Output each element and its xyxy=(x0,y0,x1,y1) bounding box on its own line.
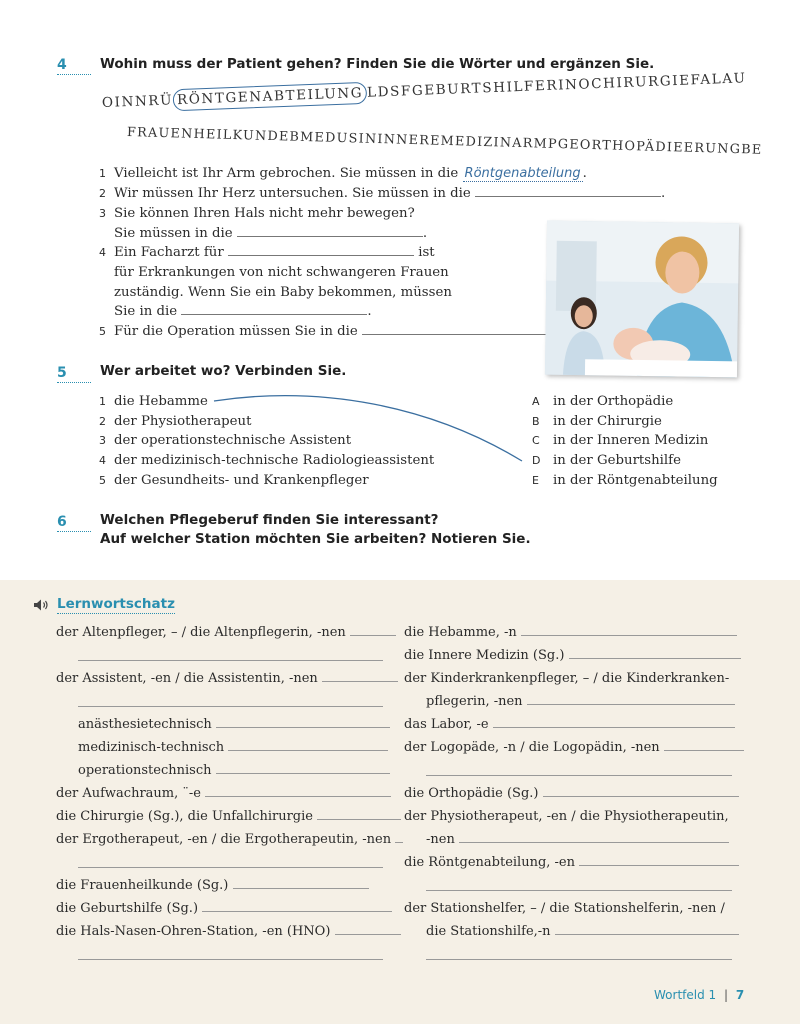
vocab-left-7 xyxy=(56,805,401,828)
vocabulary-title: Lernwortschatz xyxy=(57,596,175,612)
item-text: der Gesundheits- und Krankenpfleger xyxy=(114,473,369,488)
vocab-blank[interactable] xyxy=(322,671,398,682)
vocab-blank[interactable] xyxy=(216,717,390,728)
item-letter: A xyxy=(532,395,540,408)
vocab-term: der Aufwachraum, ¨-e xyxy=(56,786,201,801)
vocab-blank[interactable] xyxy=(317,809,401,820)
exercise-5-number: 5 xyxy=(57,365,91,383)
item-text: der operationstechnische Assistent xyxy=(114,433,352,448)
item-number: 5 xyxy=(99,474,106,487)
punct: . xyxy=(661,186,666,201)
item-text: in der Inneren Medizin xyxy=(553,433,709,448)
ex4-item-4-line2: für Erkrankungen von nicht schwangeren Frauen xyxy=(114,265,449,280)
item-letter: D xyxy=(532,454,541,467)
vocab-term: -nen xyxy=(426,832,455,847)
vocab-term: die Orthopädie (Sg.) xyxy=(404,786,539,801)
vocab-right-2 xyxy=(404,644,741,667)
puzzle-circled-word: RÖNTGENABTEILUNG xyxy=(173,82,368,111)
vocab-left-5 xyxy=(78,759,390,782)
vocab-term: die Röntgenabteilung, -en xyxy=(404,855,575,870)
item-number: 1 xyxy=(99,395,106,408)
vocab-blank[interactable] xyxy=(569,648,741,659)
item-number: 2 xyxy=(99,415,106,428)
item-text: in der Orthopädie xyxy=(553,394,674,409)
vocab-right-4 xyxy=(426,690,735,713)
vocab-blank[interactable] xyxy=(205,786,391,797)
item-text: Sie müssen in die xyxy=(114,226,233,241)
item-text: der medizinisch-technische Radiologieassistent xyxy=(114,453,435,468)
vocab-blank[interactable] xyxy=(426,889,732,891)
vocab-left-8 xyxy=(56,828,403,851)
vocab-left-2 xyxy=(56,667,398,690)
vocab-term: die Geburtshilfe (Sg.) xyxy=(56,901,199,916)
exercise-5-heading: Wer arbeitet wo? Verbinden Sie. xyxy=(100,363,347,379)
item-text: ist xyxy=(418,245,435,260)
vocab-blank[interactable] xyxy=(543,786,739,797)
vocab-right-1 xyxy=(404,621,737,644)
vocab-left-4 xyxy=(78,736,388,759)
vocab-term: operationstechnisch xyxy=(78,763,212,778)
vocab-blank[interactable] xyxy=(664,740,744,751)
vocab-right-10 xyxy=(404,851,739,874)
item-number: 3 xyxy=(99,434,106,447)
vocab-term: der Altenpfleger, – / die Altenpflegerin, -nen xyxy=(56,625,346,640)
vocab-term: die Frauenheilkunde (Sg.) xyxy=(56,878,229,893)
vocab-term: die Hals-Nasen-Ohren-Station, -en (HNO) xyxy=(56,924,331,939)
vocab-term: der Logopäde, -n / die Logopädin, -nen xyxy=(404,740,660,755)
vocab-term: das Labor, -e xyxy=(404,717,489,732)
vocab-blank[interactable] xyxy=(395,832,403,843)
vocab-right-12 xyxy=(426,920,739,943)
vocab-blank[interactable] xyxy=(78,866,383,868)
vocab-blank[interactable] xyxy=(493,717,735,728)
item-text: Ein Facharzt für xyxy=(114,245,224,260)
vocab-blank[interactable] xyxy=(555,924,739,935)
exercise-6-heading-1: Welchen Pflegeberuf finden Sie interessant? xyxy=(100,512,439,528)
punct: . xyxy=(582,166,587,181)
item-number: 4 xyxy=(99,246,106,259)
vocab-blank[interactable] xyxy=(527,694,735,705)
vocab-right-3: der Kinderkrankenpfleger, – / die Kinderkranken- xyxy=(404,671,730,686)
vocab-right-8: der Physiotherapeut, -en / die Physiotherapeutin, xyxy=(404,809,729,824)
punct: . xyxy=(422,226,428,241)
vocab-blank[interactable] xyxy=(78,705,383,707)
item-text: in der Geburtshilfe xyxy=(553,453,681,468)
footer-separator: | xyxy=(723,988,729,1002)
speaker-icon[interactable] xyxy=(33,598,49,612)
item-letter: C xyxy=(532,434,540,447)
item-text: Wir müssen Ihr Herz untersuchen. Sie müssen in die xyxy=(114,186,471,201)
vocab-left-1 xyxy=(56,621,396,644)
vocab-left-11 xyxy=(56,920,401,943)
puzzle-row1-start: OINNRÜ xyxy=(101,92,174,111)
ex4-item-4-line3: zuständig. Wenn Sie ein Baby bekommen, müssen xyxy=(114,285,452,300)
vocab-blank[interactable] xyxy=(426,774,732,776)
item-text: Sie können Ihren Hals nicht mehr bewegen? xyxy=(114,206,415,221)
vocab-blank[interactable] xyxy=(216,763,390,774)
item-text: der Physiotherapeut xyxy=(114,414,252,429)
vocab-blank[interactable] xyxy=(459,832,729,843)
exercise-4-number: 4 xyxy=(57,57,91,75)
vocab-blank[interactable] xyxy=(202,901,392,912)
vocab-term: die Hebamme, -n xyxy=(404,625,517,640)
item-text: in der Röntgenabteilung xyxy=(553,473,718,488)
item-number: 1 xyxy=(99,167,106,180)
exercise-6-number: 6 xyxy=(57,514,91,532)
handwritten-answer: Röntgenabteilung xyxy=(464,166,581,181)
vocab-term: medizinisch-technisch xyxy=(78,740,225,755)
exercise-6-heading-2: Auf welcher Station möchten Sie arbeiten? Notieren Sie. xyxy=(100,531,531,547)
vocab-blank[interactable] xyxy=(579,855,739,866)
vocab-right-11: der Stationshelfer, – / die Stationshelferin, -nen / xyxy=(404,901,725,916)
item-text: Für die Operation müssen Sie in die xyxy=(114,324,358,339)
vocab-blank[interactable] xyxy=(335,924,401,935)
vocab-blank[interactable] xyxy=(521,625,737,636)
vocab-blank[interactable] xyxy=(228,740,388,751)
item-number: 4 xyxy=(99,454,106,467)
vocab-term: die Innere Medizin (Sg.) xyxy=(404,648,565,663)
footer-section: Wortfeld 1 xyxy=(654,988,717,1002)
vocab-term: pflegerin, -nen xyxy=(426,694,523,709)
vocab-left-3 xyxy=(78,713,390,736)
vocab-blank[interactable] xyxy=(426,958,732,960)
item-number: 2 xyxy=(99,187,106,200)
page-footer xyxy=(654,988,744,1002)
vocab-left-6 xyxy=(56,782,391,805)
vocab-blank[interactable] xyxy=(350,625,396,636)
vocab-term: die Chirurgie (Sg.), die Unfallchirurgie xyxy=(56,809,313,824)
vocab-blank[interactable] xyxy=(78,958,383,960)
item-letter: B xyxy=(532,415,540,428)
punct: . xyxy=(367,304,372,319)
vocab-term: der Ergotherapeut, -en / die Ergotherapeutin, -nen xyxy=(56,832,392,847)
page-number: 7 xyxy=(735,988,745,1002)
vocab-left-10 xyxy=(56,897,392,920)
word-puzzle-row-2: FRAUENHEILKUNDEBMEDUSININNEREMEDIZINARMPGEORTHOPÄDIEERUNGBE xyxy=(126,125,763,158)
vocab-right-5 xyxy=(404,713,735,736)
item-text: Sie in die xyxy=(114,304,178,319)
item-text: in der Chirurgie xyxy=(553,414,662,429)
vocab-term: der Assistent, -en / die Assistentin, -nen xyxy=(56,671,318,686)
item-text: Vielleicht ist Ihr Arm gebrochen. Sie müssen in die xyxy=(114,166,459,181)
vocab-right-7 xyxy=(404,782,739,805)
item-number: 5 xyxy=(99,325,106,338)
vocab-term: die Stationshilfe,-n xyxy=(426,924,551,939)
puzzle-row1-end: LDSFGEBURTSHILFERINOCHIRURGIEFALAU xyxy=(366,70,747,101)
vocab-term: anästhesietechnisch xyxy=(78,717,212,732)
vocab-right-6 xyxy=(404,736,744,759)
item-text: die Hebamme xyxy=(114,394,208,409)
vocab-right-9 xyxy=(426,828,729,851)
exercise-4-heading: Wohin muss der Patient gehen? Finden Sie die Wörter und ergänzen Sie. xyxy=(100,56,655,72)
item-letter: E xyxy=(532,474,539,487)
vocab-left-9 xyxy=(56,874,369,897)
item-number: 3 xyxy=(99,207,106,220)
vocab-blank[interactable] xyxy=(78,659,383,661)
vocab-blank[interactable] xyxy=(233,878,369,889)
